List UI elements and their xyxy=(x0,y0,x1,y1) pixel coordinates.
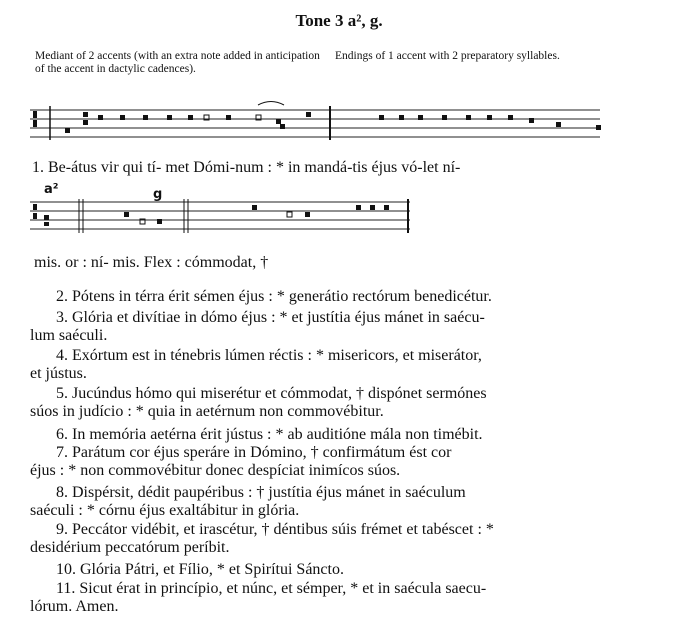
music-staff-2 xyxy=(30,196,430,242)
verse-6: 6. In memória aetérna érit jústus : * ab auditióne mála non timébit. xyxy=(56,426,483,443)
verse-4: 4. Exórtum est in ténebris lúmen réctis : * misericors, et miserátor, et jústus. xyxy=(30,347,482,382)
staff1-lyrics: 1. Be-átus vir qui tí- met Dómi-num : * in mandá-tis éjus vó-let ní- xyxy=(32,159,461,176)
slur-mark xyxy=(258,102,284,106)
verse-5: 5. Jucúndus hómo qui miserétur et cómmodat, † dispónet sermónes súos in judício : * quia in aetérnum non commovébitur. xyxy=(30,385,487,420)
staff-lines xyxy=(30,110,600,137)
music-staff-1 xyxy=(30,100,605,148)
verse-10: 10. Glória Pátri, et Fílio, * et Spirítui Sáncto. xyxy=(56,561,344,578)
verse-2: 2. Pótens in térra érit sémen éjus : * generátio rectórum benedicétur. xyxy=(56,288,492,305)
verse-3: 3. Glória et divítiae in dómo éjus : * et justítia éjus mánet in saécu- lum saéculi. xyxy=(30,309,485,344)
staff-lines xyxy=(30,202,410,229)
page-title: Tone 3 a², g. xyxy=(295,11,383,30)
neumes xyxy=(65,112,601,133)
endings-note: Endings of 1 accent with 2 preparatory syllables. xyxy=(335,50,560,62)
tone-mark-a2: a² xyxy=(44,182,59,197)
neumes xyxy=(44,205,389,226)
verse-9: 9. Peccátor vidébit, et irascétur, † déntibus súis frémet et tabéscet : * desidérium peccatórum períbit. xyxy=(30,521,494,556)
mediant-note: Mediant of 2 accents (with an extra note added in anticipation of the accent in dactylic cadences). xyxy=(35,50,320,75)
verse-8: 8. Dispérsit, dédit paupéribus : † justítia éjus mánet in saéculum saéculi : * córnu éjus exaltábitur in glória. xyxy=(30,484,466,519)
tone-mark-g: g xyxy=(153,187,163,202)
verse-11: 11. Sicut érat in princípio, et núnc, et sémper, * et in saécula saecu- lórum. Amen. xyxy=(30,580,487,615)
staff2-lyrics: mis. or : ní- mis. Flex : cómmodat, † xyxy=(34,254,269,271)
verse-7: 7. Parátum cor éjus speráre in Dómino, † confirmátum ést cor éjus : * non commovébitur donec despíciat inimícos súos. xyxy=(30,444,452,479)
